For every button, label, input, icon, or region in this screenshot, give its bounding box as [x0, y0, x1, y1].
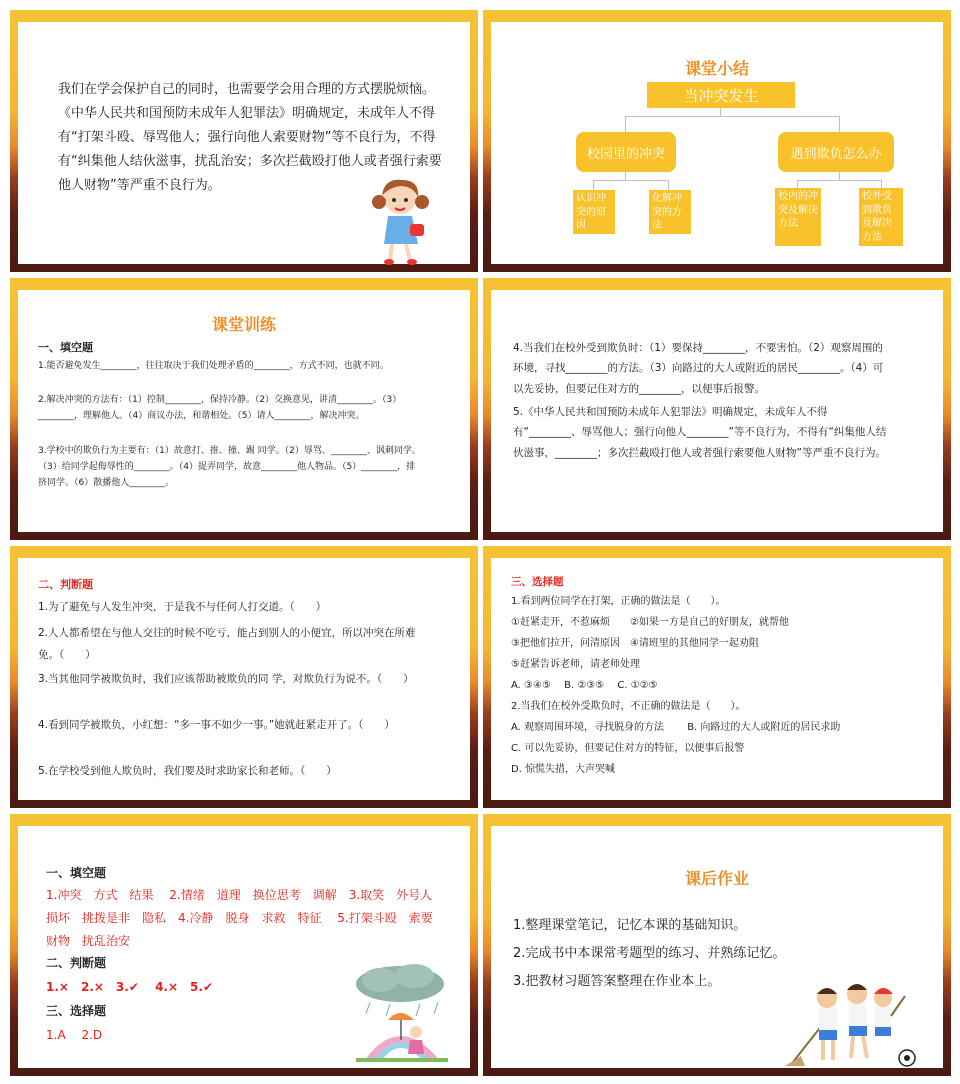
connector: [625, 172, 626, 180]
homework-item: 1.整理课堂笔记，记忆本课的基础知识。: [513, 918, 747, 933]
slide3-section: 一、填空题: [38, 341, 93, 354]
fill-question-5: 5.《中华人民共和国预防未成年人犯罪法》明确规定，未成年人不得有“________、辱骂他人；强行向他人________”等不良行为，不得有“纠集他人结伙滋事，________；多次拦截殴打他人或者强行索要他人财物”等严重不良行为。: [513, 406, 887, 459]
answer-section-1: 一、填空题: [46, 866, 107, 880]
connector: [593, 180, 669, 181]
slide-panel: [18, 290, 470, 532]
judge-item: 1.为了避免与人发生冲突，于是我不与任何人打交道。（ ）: [38, 601, 327, 613]
choice-line: A. 观察周围环境，寻找脱身的方法 B. 向路过的大人或附近的居民求助: [511, 722, 841, 733]
slide6-section: 三、选择题: [511, 576, 564, 588]
judge-item: 2.人人都希望在与他人交往的时候不吃亏，能占到别人的小便宜，所以冲突在所难免。（ ）: [38, 627, 416, 662]
slide-4[interactable]: [483, 278, 951, 540]
fill-question-3: 3.学校中的欺负行为主要有：（1）故意打、推、撞、踢 同学。（2）辱骂、________、讽刺同学。（3）给同学起侮辱性的________。（4）捉弄同学，故意________他人物品。（5）________，排挤同学。（6）散播他人________。: [38, 446, 421, 489]
slide-1[interactable]: [10, 10, 478, 272]
slide-2[interactable]: [483, 10, 951, 272]
slide-panel: [18, 826, 470, 1068]
mindmap-left-branch: 校园里的冲突: [576, 132, 676, 172]
connector: [839, 116, 840, 132]
mindmap-right-branch: 遇到欺负怎么办: [778, 132, 894, 172]
slide8-title: 课后作业: [684, 869, 749, 888]
connector: [625, 116, 839, 117]
slide-panel: [491, 290, 943, 532]
slide-panel: [18, 22, 470, 264]
judge-item: 4.看到同学被欺负，小红想：“多一事不如少一事。”她就赶紧走开了。（ ）: [38, 719, 395, 731]
slide-panel: [491, 22, 943, 264]
homework-item: 2.完成书中本课常考题型的练习、并熟练记忆。: [513, 946, 786, 961]
slide-6[interactable]: [483, 546, 951, 808]
mindmap-leaf: 化解冲突的方法: [649, 190, 691, 234]
fill-question-1: 1.能否避免发生________，往往取决于我们处理矛盾的________，方式不同，也就不同。: [38, 361, 389, 371]
slide1-paragraph: 我们在学会保护自己的同时，也需要学会用合理的方式摆脱烦恼。《中华人民共和国预防未成年人犯罪法》明确规定，未成年人不得有“打架斗殴、辱骂他人；强行向他人索要财物”等不良行为，不得有“纠集他人结伙滋事，扰乱治安；多次拦截殴打他人或者强行索要他人财物”等严重不良行为。: [58, 82, 442, 194]
choice-line: ③把他们拉开，问清原因 ④请班里的其他同学一起劝阻: [511, 638, 759, 649]
slide5-section: 二、判断题: [38, 578, 93, 591]
answers-choice: 1.A 2.D: [46, 1028, 103, 1042]
rain-cloud-illustration: [350, 962, 454, 1066]
homework-item: 3.把教材习题答案整理在作业本上。: [513, 974, 721, 989]
slide-3[interactable]: [10, 278, 478, 540]
slide-8[interactable]: [483, 814, 951, 1076]
choice-line: ①赶紧走开，不惹麻烦 ②如果一方是自己的好朋友，就帮他: [511, 617, 789, 628]
choice-line: C. 可以先妥协，但要记住对方的特征，以便事后报警: [511, 743, 745, 754]
answers-judge: 1.× 2.× 3.✔ 4.× 5.✔: [46, 980, 213, 994]
mindmap-leaf: 校外受到欺负及解决方法: [859, 188, 903, 246]
judge-item: 5.在学校受到他人欺负时，我们要及时求助家长和老师。（ ）: [38, 765, 337, 777]
slide-7[interactable]: [10, 814, 478, 1076]
slide-5[interactable]: [10, 546, 478, 808]
slide3-title: 课堂训练: [211, 315, 276, 334]
choice-line: 2.当我们在校外受欺负时，不正确的做法是（ ）。: [511, 701, 746, 712]
slide2-title: 课堂小结: [684, 59, 749, 78]
choice-line: 1.看到两位同学在打架，正确的做法是（ ）。: [511, 596, 726, 607]
judge-item: 3.当其他同学被欺负时，我们应该帮助被欺负的同 学，对欺负行为说不。（ ）: [38, 673, 414, 685]
slide-panel: [491, 558, 943, 800]
answer-section-3: 三、选择题: [46, 1004, 107, 1018]
choice-line: ⑤赶紧告诉老师，请老师处理: [511, 659, 640, 670]
choice-line: D. 惊慌失措，大声哭喊: [511, 764, 616, 775]
fill-question-4: 4.当我们在校外受到欺负时：（1）要保持________，不要害怕。（2）观察周围的环境，寻找________的方法。（3）向路过的大人或附近的居民________。（4）可以先妥协，但要记住对方的________，以便事后报警。: [513, 342, 884, 395]
connector: [720, 108, 721, 116]
fill-question-2: 2.解决冲突的方法有：（1）控制________，保持冷静。（2）交换意见，讲清________。（3）________，理解他人。（4）商议办法，和谐相处。（5）请人________，解决冲突。: [38, 395, 402, 422]
kids-cleaning-illustration: [783, 976, 919, 1072]
mindmap-leaf: 认识冲突的原因: [573, 190, 615, 234]
slide-panel: [491, 826, 943, 1068]
mindmap-root: 当冲突发生: [647, 82, 795, 108]
mindmap-leaf: 校内的冲突及解决方法: [775, 188, 821, 246]
answers-fill: 1.冲突 方式 结果 2.情绪 道理 换位思考 调解 3.取笑 外号人 损坏 挑拨是非 隐私 4.冷静 脱身 求救 特征 5.打架斗殴 索要财物 扰乱治安: [46, 888, 448, 948]
girl-illustration: [370, 172, 440, 266]
connector: [839, 172, 840, 180]
choice-line: A. ③④⑤ B. ②③⑤ C. ①②⑤: [511, 680, 658, 691]
connector: [625, 116, 626, 132]
answer-section-2: 二、判断题: [46, 956, 107, 970]
connector: [797, 180, 881, 181]
slide-panel: [18, 558, 470, 800]
